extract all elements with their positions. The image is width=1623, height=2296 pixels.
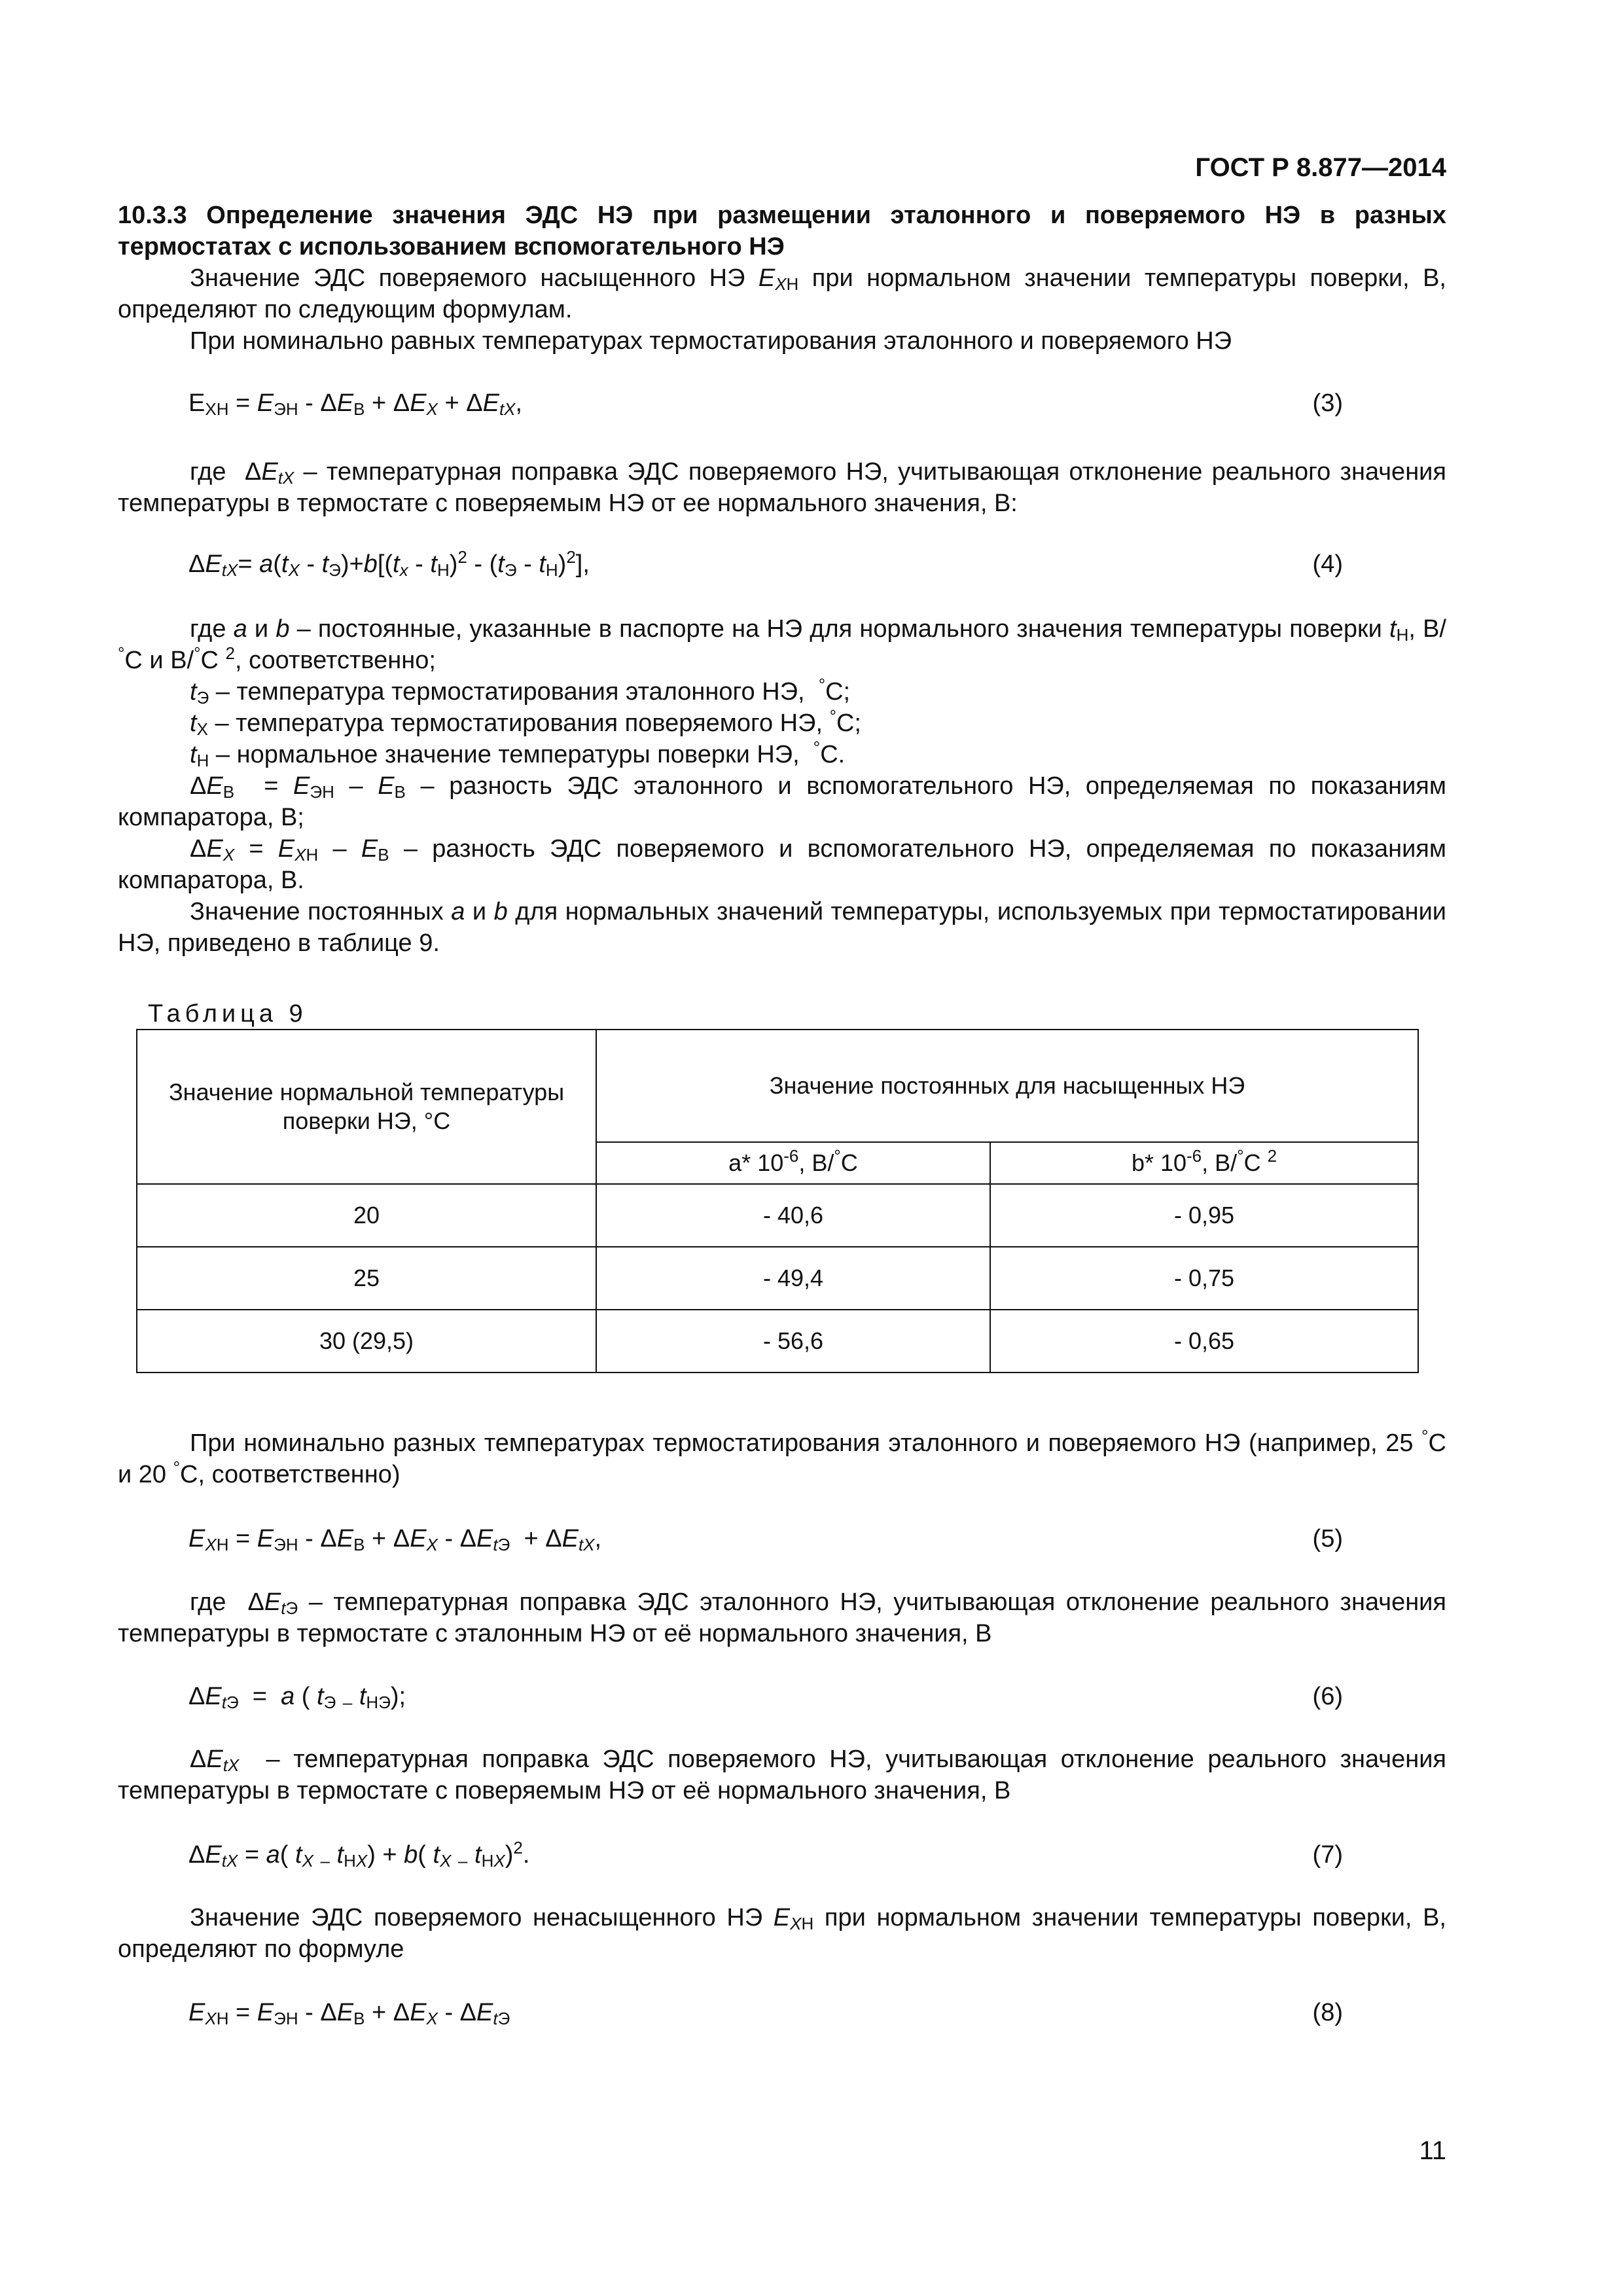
cell-temperature: 30 (29,5) xyxy=(137,1310,596,1372)
cell-b: - 0,75 xyxy=(990,1247,1418,1310)
formula-3-number: (3) xyxy=(1312,389,1343,417)
cell-temperature: 20 xyxy=(137,1184,596,1247)
section-heading: 10.3.3 Определение значения ЭДС НЭ при размещении эталонного и поверяемого НЭ в разных термостатах с использованием вспомогательного НЭ xyxy=(118,202,1446,260)
formula-8-number: (8) xyxy=(1312,1999,1343,2026)
formula-7: $\Delta E_{tX} = a$( $t_X$ $_-$ $t_{НX}) + b$( $t_X$ $_-$ $t_{НX})^2$. xyxy=(188,1838,530,1871)
formula-5: $E_{XН} = E_{ЭН} - \Delta E_В + \Delta E_X - \Delta E_{tЭ} + \Delta E_{tX}$, xyxy=(188,1525,602,1554)
const-ref-paragraph: Значение постоянных a и b для нормальных значений температуры, используемых при термостатировании НЭ, приведено в таблице 9. xyxy=(118,898,1447,957)
group-header: Значение постоянных для насыщенных НЭ xyxy=(596,1030,1418,1142)
where-ab-paragraph: где a и b – постоянные, указанные в паспорте на НЭ для нормального значения температуры поверки $t_Н$, В/°С и В/°С $^2$, соответственно; xyxy=(118,615,1446,674)
def-te: $t_Э$ – температура термостатирования эталонного НЭ, °С; xyxy=(190,675,851,708)
definitions-block xyxy=(118,613,1446,959)
formula-6-number: (6) xyxy=(1312,1683,1343,1710)
cell-a: - 56,6 xyxy=(596,1310,990,1372)
def-delta-eb: $\Delta E_В = E_{ЭН} - E_В$ – разность ЭДС эталонного и вспомогательного НЭ, определяемая по показаниям компаратора, В; xyxy=(118,772,1446,831)
formula-5-number: (5) xyxy=(1312,1525,1343,1552)
table-row xyxy=(137,1310,1418,1372)
unsaturated-paragraph: Значение ЭДС поверяемого ненасыщенного НЭ $E_{XН}$ при нормальном значении температуры поверки, В, определяют по формуле xyxy=(118,1904,1446,1963)
page-number: 11 xyxy=(1419,2136,1446,2165)
intro-paragraph: Значение ЭДС поверяемого насыщенного НЭ $E_{XН}$ при нормальном значении температуры поверки, В, определяют по следующим формулам. xyxy=(118,264,1446,323)
cell-a: - 40,6 xyxy=(596,1184,990,1247)
table-caption: Таблица 9 xyxy=(148,1000,308,1028)
table-row xyxy=(137,1184,1418,1247)
formula-4: $\Delta E_{tX}= a(t_X - t_Э)+b[(t_x - t_Н)^2 - (t_Э - t_Н)^2]$, xyxy=(188,547,590,580)
formula-4-number: (4) xyxy=(1312,550,1343,578)
def-tx: $t_X$ – температура термостатирования поверяемого НЭ, °С; xyxy=(190,706,861,739)
col-temperature-header: Значение нормальной температуры поверки НЭ, °С xyxy=(137,1030,596,1184)
formula-6: $\Delta E_{tЭ} = a$ ( $t_Э$ $_-$ $t_{НЭ}$); xyxy=(188,1683,406,1712)
def-delta-ex: $\Delta E_X = E_{XН} - E_В$ – разность ЭДС поверяемого и вспомогательного НЭ, определяемая по показаниям компаратора, В. xyxy=(118,835,1447,894)
standard-header: ГОСТ Р 8.877—2014 xyxy=(1195,153,1446,182)
cell-b: - 0,65 xyxy=(990,1310,1418,1372)
diff-temps-paragraph: При номинально разных температурах термостатирования эталонного и поверяемого НЭ (например, 25 °С и 20 °С, соответственно) xyxy=(118,1426,1446,1488)
cell-temperature: 25 xyxy=(137,1247,596,1310)
constants-table xyxy=(136,1029,1419,1373)
def-tn: $t_Н$ – нормальное значение температуры поверки НЭ, °С. xyxy=(190,738,846,770)
equal-temps-paragraph: При номинально равных температурах термостатирования эталонного и поверяемого НЭ xyxy=(190,327,1232,355)
table-row xyxy=(137,1247,1418,1310)
formula-7-number: (7) xyxy=(1312,1841,1343,1869)
cell-b: - 0,95 xyxy=(990,1184,1418,1247)
cell-a: - 49,4 xyxy=(596,1247,990,1310)
where-f5-paragraph: где $\Delta E_{tЭ}$ – температурная поправка ЭДС эталонного НЭ, учитывающая отклонение реального значения температуры в термостате с эталонным НЭ от её нормального значения, В xyxy=(118,1588,1446,1647)
def-delta-etx-paragraph: $\Delta E_{tX}$ – температурная поправка ЭДС поверяемого НЭ, учитывающая отклонение реального значения температуры в термостате с поверяемым НЭ от её нормального значения, В xyxy=(118,1746,1446,1804)
where-f3-paragraph: где $\Delta E_{tX}$ – температурная поправка ЭДС поверяемого НЭ, учитывающая отклонение реального значения температуры в термостате с поверяемым НЭ от ее нормального значения, В: xyxy=(118,458,1446,517)
col-b-header: b* $10^{-6}$, В/°С $^2$ xyxy=(990,1142,1418,1184)
col-a-header: a* $10^{-6}$, В/°С xyxy=(596,1142,990,1184)
formula-3: $E_{XН} = E_{ЭН} - \Delta E_В + \Delta E_X + \Delta E_{tX}$, xyxy=(188,389,523,419)
formula-8: $E_{XН} = E_{ЭН} - \Delta E_В + \Delta E_X - \Delta E_{tЭ}$ xyxy=(188,1999,510,2028)
